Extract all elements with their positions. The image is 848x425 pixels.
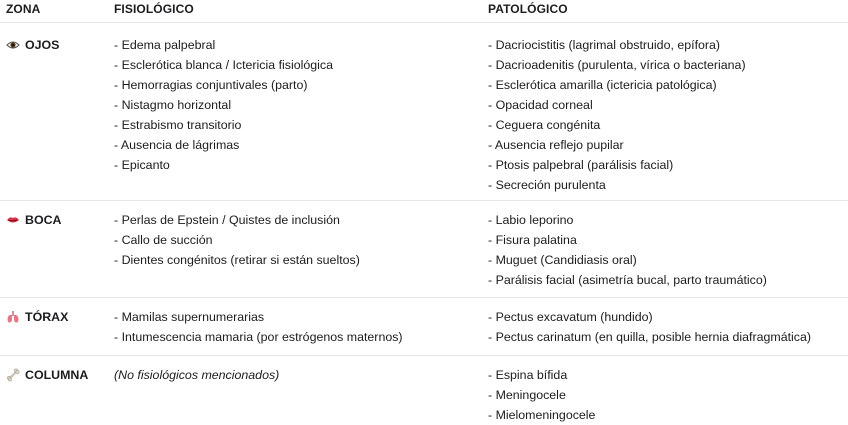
table-row-ojos (0, 22, 848, 200)
zone-name: OJOS (25, 38, 60, 52)
list-item: - Edema palpebral (114, 38, 216, 52)
header-zona: ZONA (6, 2, 41, 16)
list-item: - Dacrioadenitis (purulenta, vírica o bacteriana) (488, 58, 746, 72)
list-item: - Ausencia de lágrimas (114, 138, 240, 152)
table-header (0, 0, 848, 22)
mouth-icon (6, 213, 20, 227)
list-item: - Epicanto (114, 158, 170, 172)
eye-icon (6, 38, 20, 52)
list-item: - Callo de succión (114, 233, 213, 247)
list-item: - Intumescencia mamaria (por estrógenos maternos) (114, 330, 403, 344)
table-row-columna (0, 355, 848, 425)
list-item: - Estrabismo transitorio (114, 118, 242, 132)
zone-name: BOCA (25, 213, 62, 227)
header-patologico: PATOLÓGICO (488, 2, 568, 16)
zone-label (6, 365, 114, 385)
list-item: - Dacriocistitis (lagrimal obstruido, epífora) (488, 38, 721, 52)
list-item: - Esclerótica blanca / Ictericia fisiológica (114, 58, 333, 72)
zone-name: COLUMNA (25, 368, 89, 382)
fisiologico-list (114, 35, 488, 200)
patologico-list (488, 307, 848, 355)
fisiologico-note: (No fisiológicos mencionados) (114, 368, 280, 382)
list-item: - Pectus carinatum (en quilla, posible hernia diafragmática) (488, 330, 812, 344)
zone-label (6, 307, 114, 327)
list-item: - Ausencia reflejo pupilar (488, 138, 624, 152)
patologico-list (488, 35, 848, 200)
list-item: - Nistagmo horizontal (114, 98, 232, 112)
list-item: - Fisura palatina (488, 233, 577, 247)
list-item: - Perlas de Epstein / Quistes de inclusión (114, 213, 340, 227)
lungs-icon (6, 310, 20, 324)
list-item: - Muguet (Candidiasis oral) (488, 253, 637, 267)
table-row-torax (0, 297, 848, 355)
fisiologico-list (114, 210, 488, 297)
table-row-boca (0, 200, 848, 297)
fisiologico-list (114, 365, 488, 425)
bone-icon (6, 368, 20, 382)
fisiologico-list (114, 307, 488, 355)
list-item: - Espina bífida (488, 368, 568, 382)
list-item: - Pectus excavatum (hundido) (488, 310, 653, 324)
list-item: - Meningocele (488, 388, 566, 402)
list-item: - Secreción purulenta (488, 178, 606, 192)
header-fisiologico: FISIOLÓGICO (114, 2, 194, 16)
list-item: - Labio leporino (488, 213, 574, 227)
list-item: - Ceguera congénita (488, 118, 601, 132)
zone-name: TÓRAX (25, 310, 69, 324)
zone-label (6, 35, 114, 55)
patologico-list (488, 210, 848, 297)
list-item: - Parálisis facial (asimetría bucal, parto traumático) (488, 273, 767, 287)
zone-label (6, 210, 114, 230)
list-item: - Esclerótica amarilla (ictericia patológica) (488, 78, 717, 92)
list-item: - Mielomeningocele (488, 408, 596, 422)
patologico-list (488, 365, 848, 425)
list-item: - Opacidad corneal (488, 98, 593, 112)
list-item: - Mamilas supernumerarias (114, 310, 265, 324)
list-item: - Ptosis palpebral (parálisis facial) (488, 158, 674, 172)
list-item: - Hemorragias conjuntivales (parto) (114, 78, 308, 92)
list-item: - Dientes congénitos (retirar si están sueltos) (114, 253, 360, 267)
